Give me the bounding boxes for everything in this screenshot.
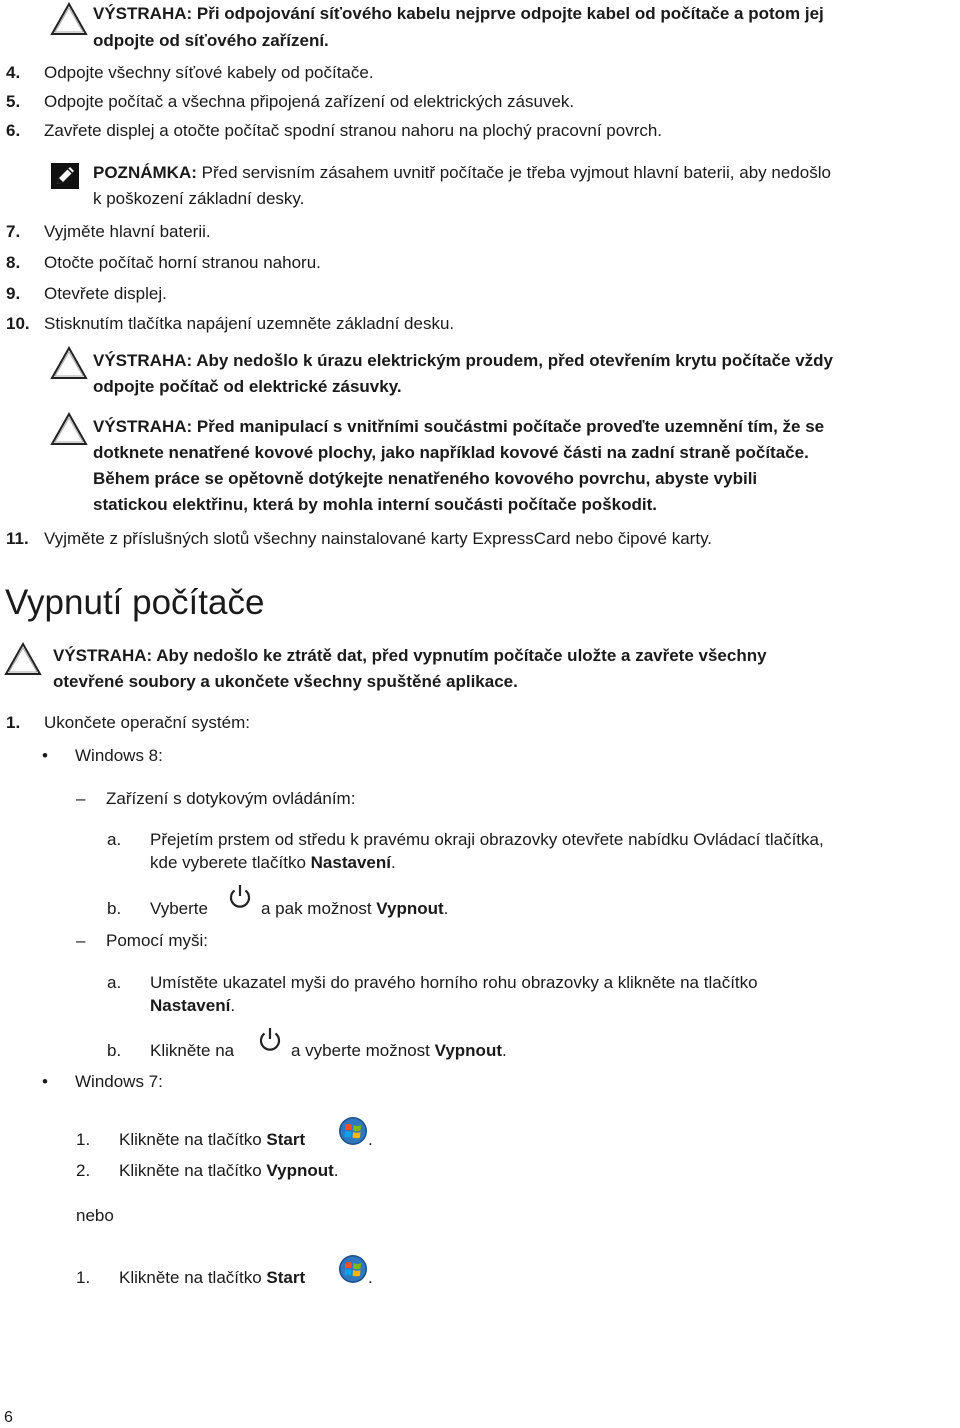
power-icon: [227, 882, 253, 910]
dash-item: – Pomocí myši:: [76, 931, 209, 950]
warning-icon: [50, 2, 88, 36]
warning-icon: [50, 346, 88, 380]
dash-item: – Zařízení s dotykovým ovládáním:: [76, 789, 356, 808]
list-item: 8. Otočte počítač horní stranou nahoru.: [6, 253, 321, 272]
windows-start-icon: [338, 1116, 368, 1146]
list-item: 11. Vyjměte z příslušných slotů všechny nainstalované karty ExpressCard nebo čipové karty.: [6, 529, 713, 548]
warning-text: VÝSTRAHA: Při odpojování síťového kabelu nejprve odpojte kabel od počítače a potom jej odpojte od síťového zařízení.: [93, 4, 824, 51]
list-item: 4. Odpojte všechny síťové kabely od počítače.: [6, 63, 374, 82]
note-text: POZNÁMKA: Před servisním zásahem uvnitř počítače je třeba vyjmout hlavní baterii, aby nedošlo k poškození základní desky.: [93, 163, 831, 209]
win7-step: 1. Klikněte na tlačítko Start .: [76, 1116, 416, 1150]
note-pencil-icon: [50, 162, 80, 190]
list-item: 10. Stisknutím tlačítka napájení uzemněte základní desku.: [6, 314, 455, 333]
power-icon: [257, 1025, 283, 1053]
sub-step-a: a. Přejetím prstem od středu k pravému okraji obrazovky otevřete nabídku Ovládací tlačítka, kde vyberete tlačítko Nastavení.: [107, 830, 824, 873]
list-item: 5. Odpojte počítač a všechna připojená zařízení od elektrických zásuvek.: [6, 92, 575, 111]
sub-step-a: a. Umístěte ukazatel myši do pravého horního rohu obrazovky a klikněte na tlačítko Nastavení.: [107, 973, 758, 1016]
list-item: 7. Vyjměte hlavní baterii.: [6, 222, 211, 241]
list-item: 9. Otevřete displej.: [6, 284, 167, 303]
bullet-item: • Windows 7:: [42, 1072, 163, 1091]
win7-step: 1. Klikněte na tlačítko Start .: [76, 1254, 416, 1288]
section-heading: Vypnutí počítače: [5, 583, 265, 622]
bullet-item: • Windows 8:: [42, 746, 163, 765]
warning-icon: [50, 412, 88, 446]
warning-text: VÝSTRAHA: Před manipulací s vnitřními součástmi počítače proveďte uzemnění tím, že se dotknete nenatřené kovové plochy, jako například kovové části na zadní straně počítače. Během práce se opětovně dotýkejte nenatřeného kovového povrchu, abyste vybili statickou elektřinu, která by mohla interní součásti počítače poškodit.: [93, 417, 825, 515]
page-number: 6: [4, 1409, 13, 1426]
win7-step: 2. Klikněte na tlačítko Vypnout.: [76, 1161, 339, 1180]
windows-start-icon: [338, 1254, 368, 1284]
warning-icon: [4, 642, 42, 676]
warning-text: VÝSTRAHA: Aby nedošlo ke ztrátě dat, před vypnutím počítače uložte a zavřete všechny otevřené soubory a ukončete všechny spuštěné aplikace.: [53, 646, 767, 692]
list-item: 1. Ukončete operační systém:: [6, 713, 250, 732]
or-text: nebo: [76, 1206, 114, 1225]
list-item: 6. Zavřete displej a otočte počítač spodní stranou nahoru na plochý pracovní povrch.: [6, 121, 663, 140]
warning-text: VÝSTRAHA: Aby nedošlo k úrazu elektrickým proudem, před otevřením krytu počítače vždy odpojte počítač od elektrické zásuvky.: [93, 351, 834, 397]
